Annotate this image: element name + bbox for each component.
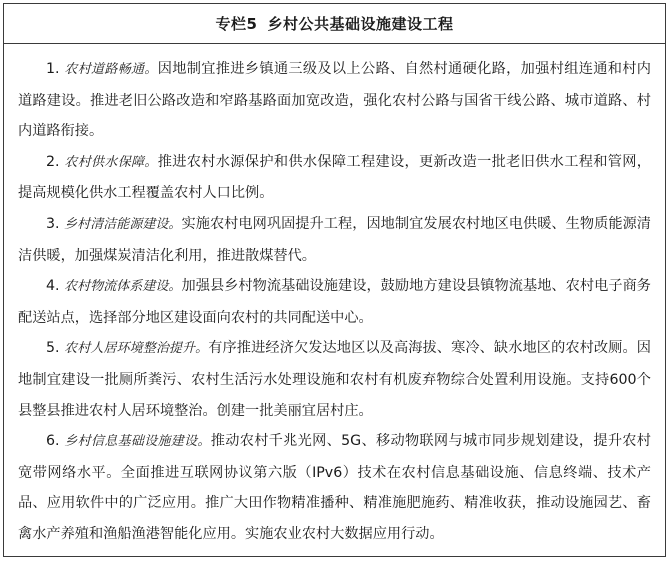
- item-number: 2.: [46, 153, 60, 170]
- item-number: 1.: [46, 61, 60, 77]
- item-number: 5.: [46, 340, 60, 357]
- item-text: 因地制宜推进乡镇通三级及以上公路、自然村通硬化路，加强村组连通和村内道路建设。推进老旧公路改造和窄路基路面加宽改造，强化农村公路与国省干线公路、城市道路、村内道路衔接。: [18, 61, 651, 140]
- item-number: 3.: [46, 215, 60, 232]
- item-text: 有序推进经济欠发达地区以及高海拔、寒冷、缺水地区的农村改厕。因地制宜建设一批厕所粪污、农村生活污水处理设施和农村有机废弃物综合处置利用设施。支持600个县整县推进农村人居环境整治。创建一批美丽宜居村庄。: [18, 340, 651, 419]
- item-heading: 乡村清洁能源建设。: [64, 216, 182, 232]
- paragraph-living-environment: [18, 333, 651, 426]
- item-heading: 乡村信息基础设施建设。: [64, 434, 211, 450]
- paragraph-logistics: [18, 271, 651, 333]
- paragraph-information-infrastructure: [18, 426, 651, 549]
- column-label: 专栏5: [215, 15, 258, 33]
- item-number: 4.: [46, 278, 60, 295]
- item-text: 推动农村千兆光网、5G、移动物联网与城市同步规划建设，提升农村宽带网络水平。全面推进互联网协议第六版（IPv6）技术在农村信息基础设施、信息终端、技术产品、应用软件中的广泛应用。推广大田作物精准播种、精准施肥施药、精准收获，推动设施园艺、畜禽水产养殖和渔船渔港智能化应用。实施农业农村大数据应用行动。: [18, 433, 651, 542]
- column-heading: 乡村公共基础设施建设工程: [267, 15, 454, 33]
- item-text: 推进农村水源保护和供水保障工程建设，更新改造一批老旧供水工程和管网，提高规模化供水工程覆盖农村人口比例。: [18, 153, 651, 202]
- column-content: [4, 44, 665, 550]
- item-text: 实施农村电网巩固提升工程，因地制宜发展农村地区电供暖、生物质能源清洁供暖，加强煤炭清洁化利用，推进散煤替代。: [18, 215, 651, 264]
- item-text: 加强县乡村物流基础设施建设，鼓励地方建设县镇物流基地、农村电子商务配送站点，选择部分地区建设面向农村的共同配送中心。: [18, 278, 651, 326]
- column-title: [4, 4, 665, 44]
- paragraph-water-supply: [18, 147, 651, 209]
- column-box: [3, 3, 666, 557]
- item-heading: 农村道路畅通。: [64, 62, 158, 77]
- item-heading: 农村供水保障。: [64, 154, 158, 170]
- paragraph-rural-roads: [18, 54, 651, 147]
- item-number: 6.: [46, 433, 60, 450]
- paragraph-clean-energy: [18, 209, 651, 271]
- item-heading: 农村物流体系建设。: [64, 279, 182, 295]
- item-heading: 农村人居环境整治提升。: [64, 341, 209, 357]
